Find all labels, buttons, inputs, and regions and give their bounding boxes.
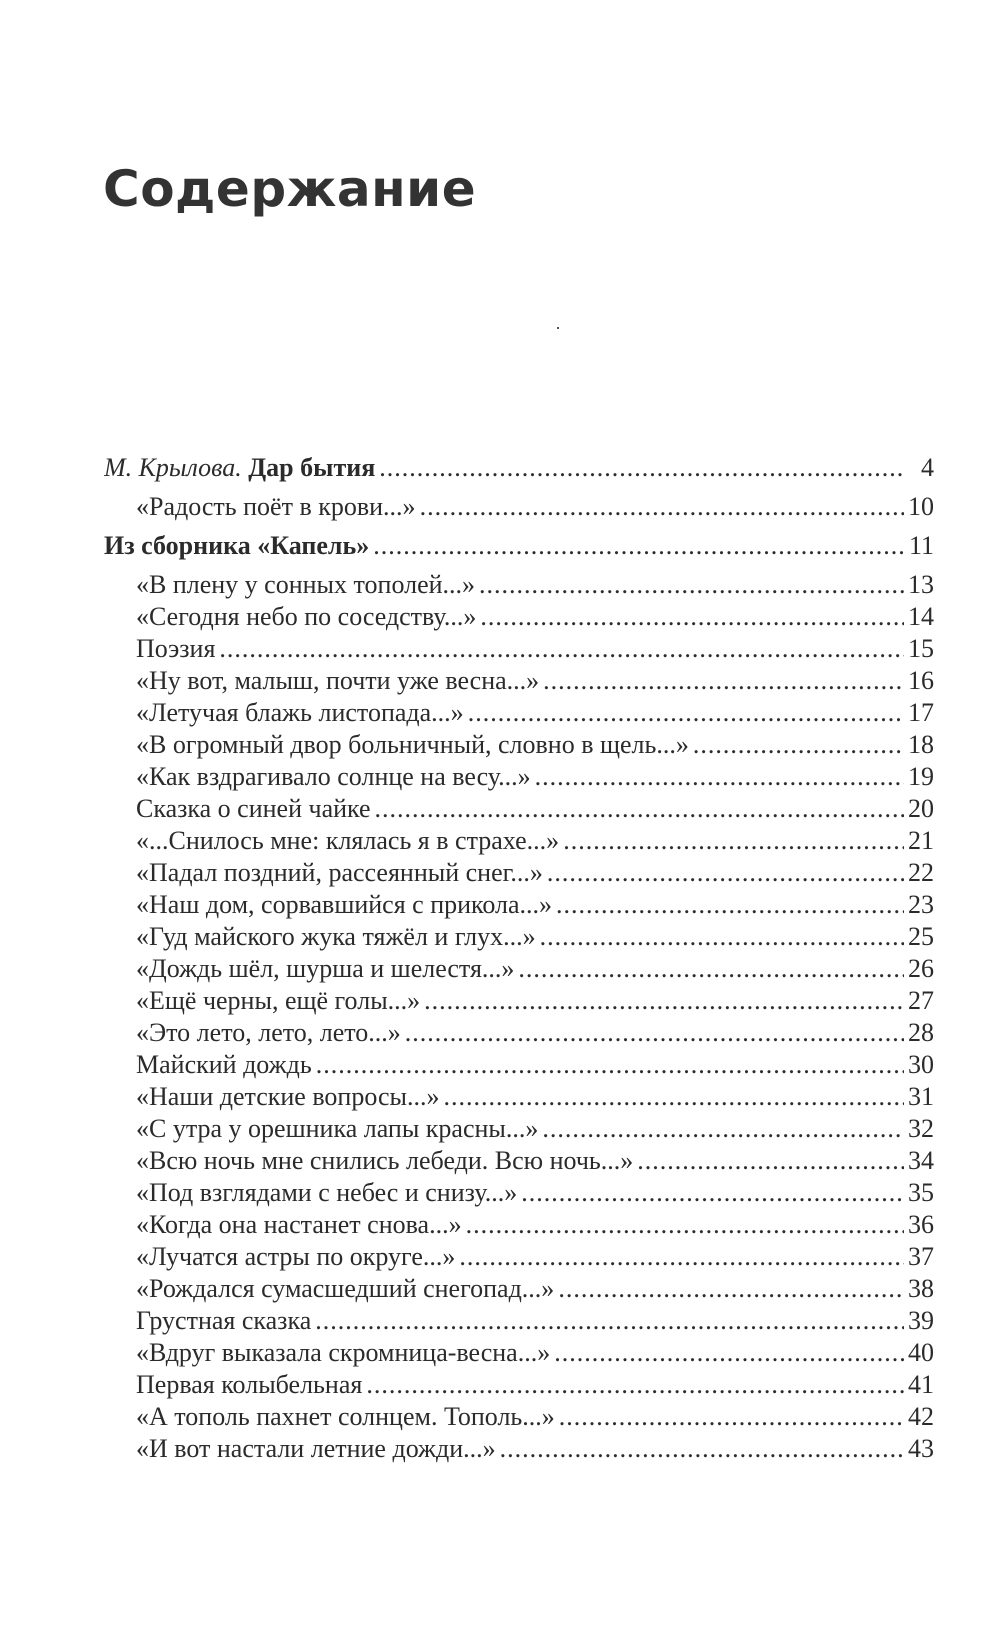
dot-leader — [563, 825, 904, 857]
dot-leader — [375, 793, 904, 825]
toc-page-number: 35 — [908, 1178, 934, 1207]
print-speck — [557, 327, 559, 329]
dot-leader — [558, 1273, 904, 1305]
toc-page-number: 19 — [908, 762, 934, 791]
toc-entry[interactable] — [104, 1017, 934, 1049]
dot-leader — [405, 1017, 904, 1049]
toc-page-number: 15 — [908, 634, 934, 663]
dot-leader — [424, 985, 904, 1017]
dot-leader — [219, 633, 904, 665]
toc-entry-label: «Дождь шёл, шурша и шелестя...» — [136, 954, 515, 983]
dot-leader — [521, 1177, 904, 1209]
toc-page-number: 38 — [908, 1274, 934, 1303]
toc-page-number: 42 — [908, 1402, 934, 1431]
toc-entry[interactable] — [104, 601, 934, 633]
toc-entry[interactable] — [104, 1081, 934, 1113]
dot-leader — [373, 530, 905, 562]
dot-leader — [547, 857, 904, 889]
toc-entry-label: «Летучая блажь листопада...» — [136, 698, 464, 727]
toc-page-number: 34 — [908, 1146, 934, 1175]
toc-page-number: 30 — [908, 1050, 934, 1079]
toc-entry[interactable] — [104, 633, 934, 665]
toc-entry-label: «А тополь пахнет солнцем. Тополь...» — [136, 1402, 555, 1431]
toc-entry-label: Грустная сказка — [136, 1306, 312, 1335]
toc-entry-label: «Это лето, лето, лето...» — [136, 1018, 401, 1047]
dot-leader — [444, 1081, 905, 1113]
toc-entry[interactable] — [104, 825, 934, 857]
table-of-contents — [104, 452, 934, 1465]
toc-entry-label: «В огромный двор больничный, словно в щель...» — [136, 730, 689, 759]
toc-entry-label: «Радость поёт в крови...» — [136, 492, 416, 521]
toc-page-number: 40 — [908, 1338, 934, 1367]
dot-leader — [315, 1305, 904, 1337]
toc-entry[interactable] — [104, 793, 934, 825]
toc-page-number: 20 — [908, 794, 934, 823]
toc-page-number: 18 — [908, 730, 934, 759]
toc-entry[interactable] — [104, 1209, 934, 1241]
dot-leader — [535, 761, 904, 793]
toc-entry-label: «Падал поздний, рассеянный снег...» — [136, 858, 543, 887]
toc-entry-label: «В плену у сонных тополей...» — [136, 570, 476, 599]
toc-entry-label: «Наши детские вопросы...» — [136, 1082, 440, 1111]
page-title: Содержание — [103, 160, 477, 218]
toc-entry-label: Поэзия — [136, 634, 216, 663]
toc-entry[interactable] — [104, 761, 934, 793]
toc-entry[interactable] — [104, 953, 934, 985]
dot-leader — [693, 729, 904, 761]
toc-entry[interactable] — [104, 1401, 934, 1433]
toc-page-number: 28 — [908, 1018, 934, 1047]
dot-leader — [459, 1241, 904, 1273]
toc-page-number: 13 — [908, 570, 934, 599]
toc-entry[interactable] — [104, 1113, 934, 1145]
toc-entry-label: «Ещё черны, ещё голы...» — [136, 986, 421, 1015]
toc-entry-label: «Как вздрагивало солнце на весу...» — [136, 762, 531, 791]
dot-leader — [466, 1209, 904, 1241]
toc-author: М. Крылова. — [104, 453, 242, 482]
toc-entry[interactable] — [104, 921, 934, 953]
toc-entry[interactable] — [104, 1433, 934, 1465]
toc-entry[interactable] — [104, 889, 934, 921]
toc-entry-label: «Рождался сумасшедший снегопад...» — [136, 1274, 555, 1303]
toc-page-number: 36 — [908, 1210, 934, 1239]
toc-entry[interactable] — [104, 1369, 934, 1401]
toc-page-number: 16 — [908, 666, 934, 695]
dot-leader — [556, 889, 904, 921]
toc-entry[interactable] — [104, 1177, 934, 1209]
toc-page-number: 21 — [908, 826, 934, 855]
toc-entry-intro[interactable] — [104, 452, 934, 484]
toc-entry-label: «Под взглядами с небес и снизу...» — [136, 1178, 518, 1207]
dot-leader — [480, 601, 904, 633]
toc-section-title: Из сборника «Капель» — [104, 531, 370, 560]
toc-entry-label — [104, 452, 375, 484]
dot-leader — [468, 697, 904, 729]
toc-entry[interactable] — [104, 1305, 934, 1337]
toc-entry-label: «И вот настали летние дожди...» — [136, 1434, 496, 1463]
dot-leader — [637, 1145, 904, 1177]
toc-entry-label: «Наш дом, сорвавшийся с прикола...» — [136, 890, 553, 919]
toc-page-number: 25 — [908, 922, 934, 951]
toc-entry[interactable] — [104, 491, 934, 523]
toc-page-number: 10 — [908, 492, 934, 521]
toc-page-number: 26 — [908, 954, 934, 983]
dot-leader — [500, 1433, 904, 1465]
toc-entry-label: «Сегодня небо по соседству...» — [136, 602, 477, 631]
toc-entry[interactable] — [104, 697, 934, 729]
toc-entry-label: «Гуд майского жука тяжёл и глух...» — [136, 922, 536, 951]
toc-entry-label: «С утра у орешника лапы красны...» — [136, 1114, 539, 1143]
dot-leader — [379, 452, 906, 484]
dot-leader — [420, 491, 904, 523]
toc-entry[interactable] — [104, 665, 934, 697]
toc-page-number: 31 — [908, 1082, 934, 1111]
toc-page-number: 27 — [908, 986, 934, 1015]
toc-page-number: 4 — [921, 453, 934, 482]
toc-page-number: 41 — [908, 1370, 934, 1399]
toc-entry-label: Сказка о синей чайке — [136, 794, 371, 823]
toc-section-heading[interactable] — [104, 530, 934, 562]
toc-entry-label: «...Снилось мне: клялась я в страхе...» — [136, 826, 560, 855]
toc-entry-label: «Вдруг выказала скромница-весна...» — [136, 1338, 551, 1367]
dot-leader — [316, 1049, 904, 1081]
toc-entry[interactable] — [104, 569, 934, 601]
toc-entry-label: Первая колыбельная — [136, 1370, 363, 1399]
toc-page-number: 11 — [908, 531, 934, 560]
toc-page-number: 23 — [908, 890, 934, 919]
toc-entry[interactable] — [104, 1337, 934, 1369]
toc-entry-label: «Ну вот, малыш, почти уже весна...» — [136, 666, 540, 695]
toc-page-number: 17 — [908, 698, 934, 727]
toc-entry[interactable] — [104, 1145, 934, 1177]
toc-entry-label: «Когда она настанет снова...» — [136, 1210, 462, 1239]
toc-page-number: 14 — [908, 602, 934, 631]
toc-entry[interactable] — [104, 985, 934, 1017]
toc-page-number: 39 — [908, 1306, 934, 1335]
dot-leader — [518, 953, 904, 985]
toc-entry[interactable] — [104, 1273, 934, 1305]
dot-leader — [559, 1401, 904, 1433]
toc-entry-label: «Лучатся астры по округе...» — [136, 1242, 456, 1271]
toc-entry[interactable] — [104, 1049, 934, 1081]
dot-leader — [554, 1337, 904, 1369]
dot-leader — [543, 665, 904, 697]
toc-entry-label: Майский дождь — [136, 1050, 312, 1079]
toc-entry[interactable] — [104, 1241, 934, 1273]
toc-page-number: 43 — [908, 1434, 934, 1463]
toc-page-number: 32 — [908, 1114, 934, 1143]
toc-entry-label: «Всю ночь мне снились лебеди. Всю ночь...» — [136, 1146, 634, 1175]
dot-leader — [479, 569, 904, 601]
toc-intro-title: Дар бытия — [248, 453, 376, 482]
dot-leader — [366, 1369, 904, 1401]
toc-entry[interactable] — [104, 729, 934, 761]
dot-leader — [540, 921, 904, 953]
toc-page-number: 37 — [908, 1242, 934, 1271]
dot-leader — [542, 1113, 904, 1145]
toc-entry[interactable] — [104, 857, 934, 889]
toc-page-number: 22 — [908, 858, 934, 887]
